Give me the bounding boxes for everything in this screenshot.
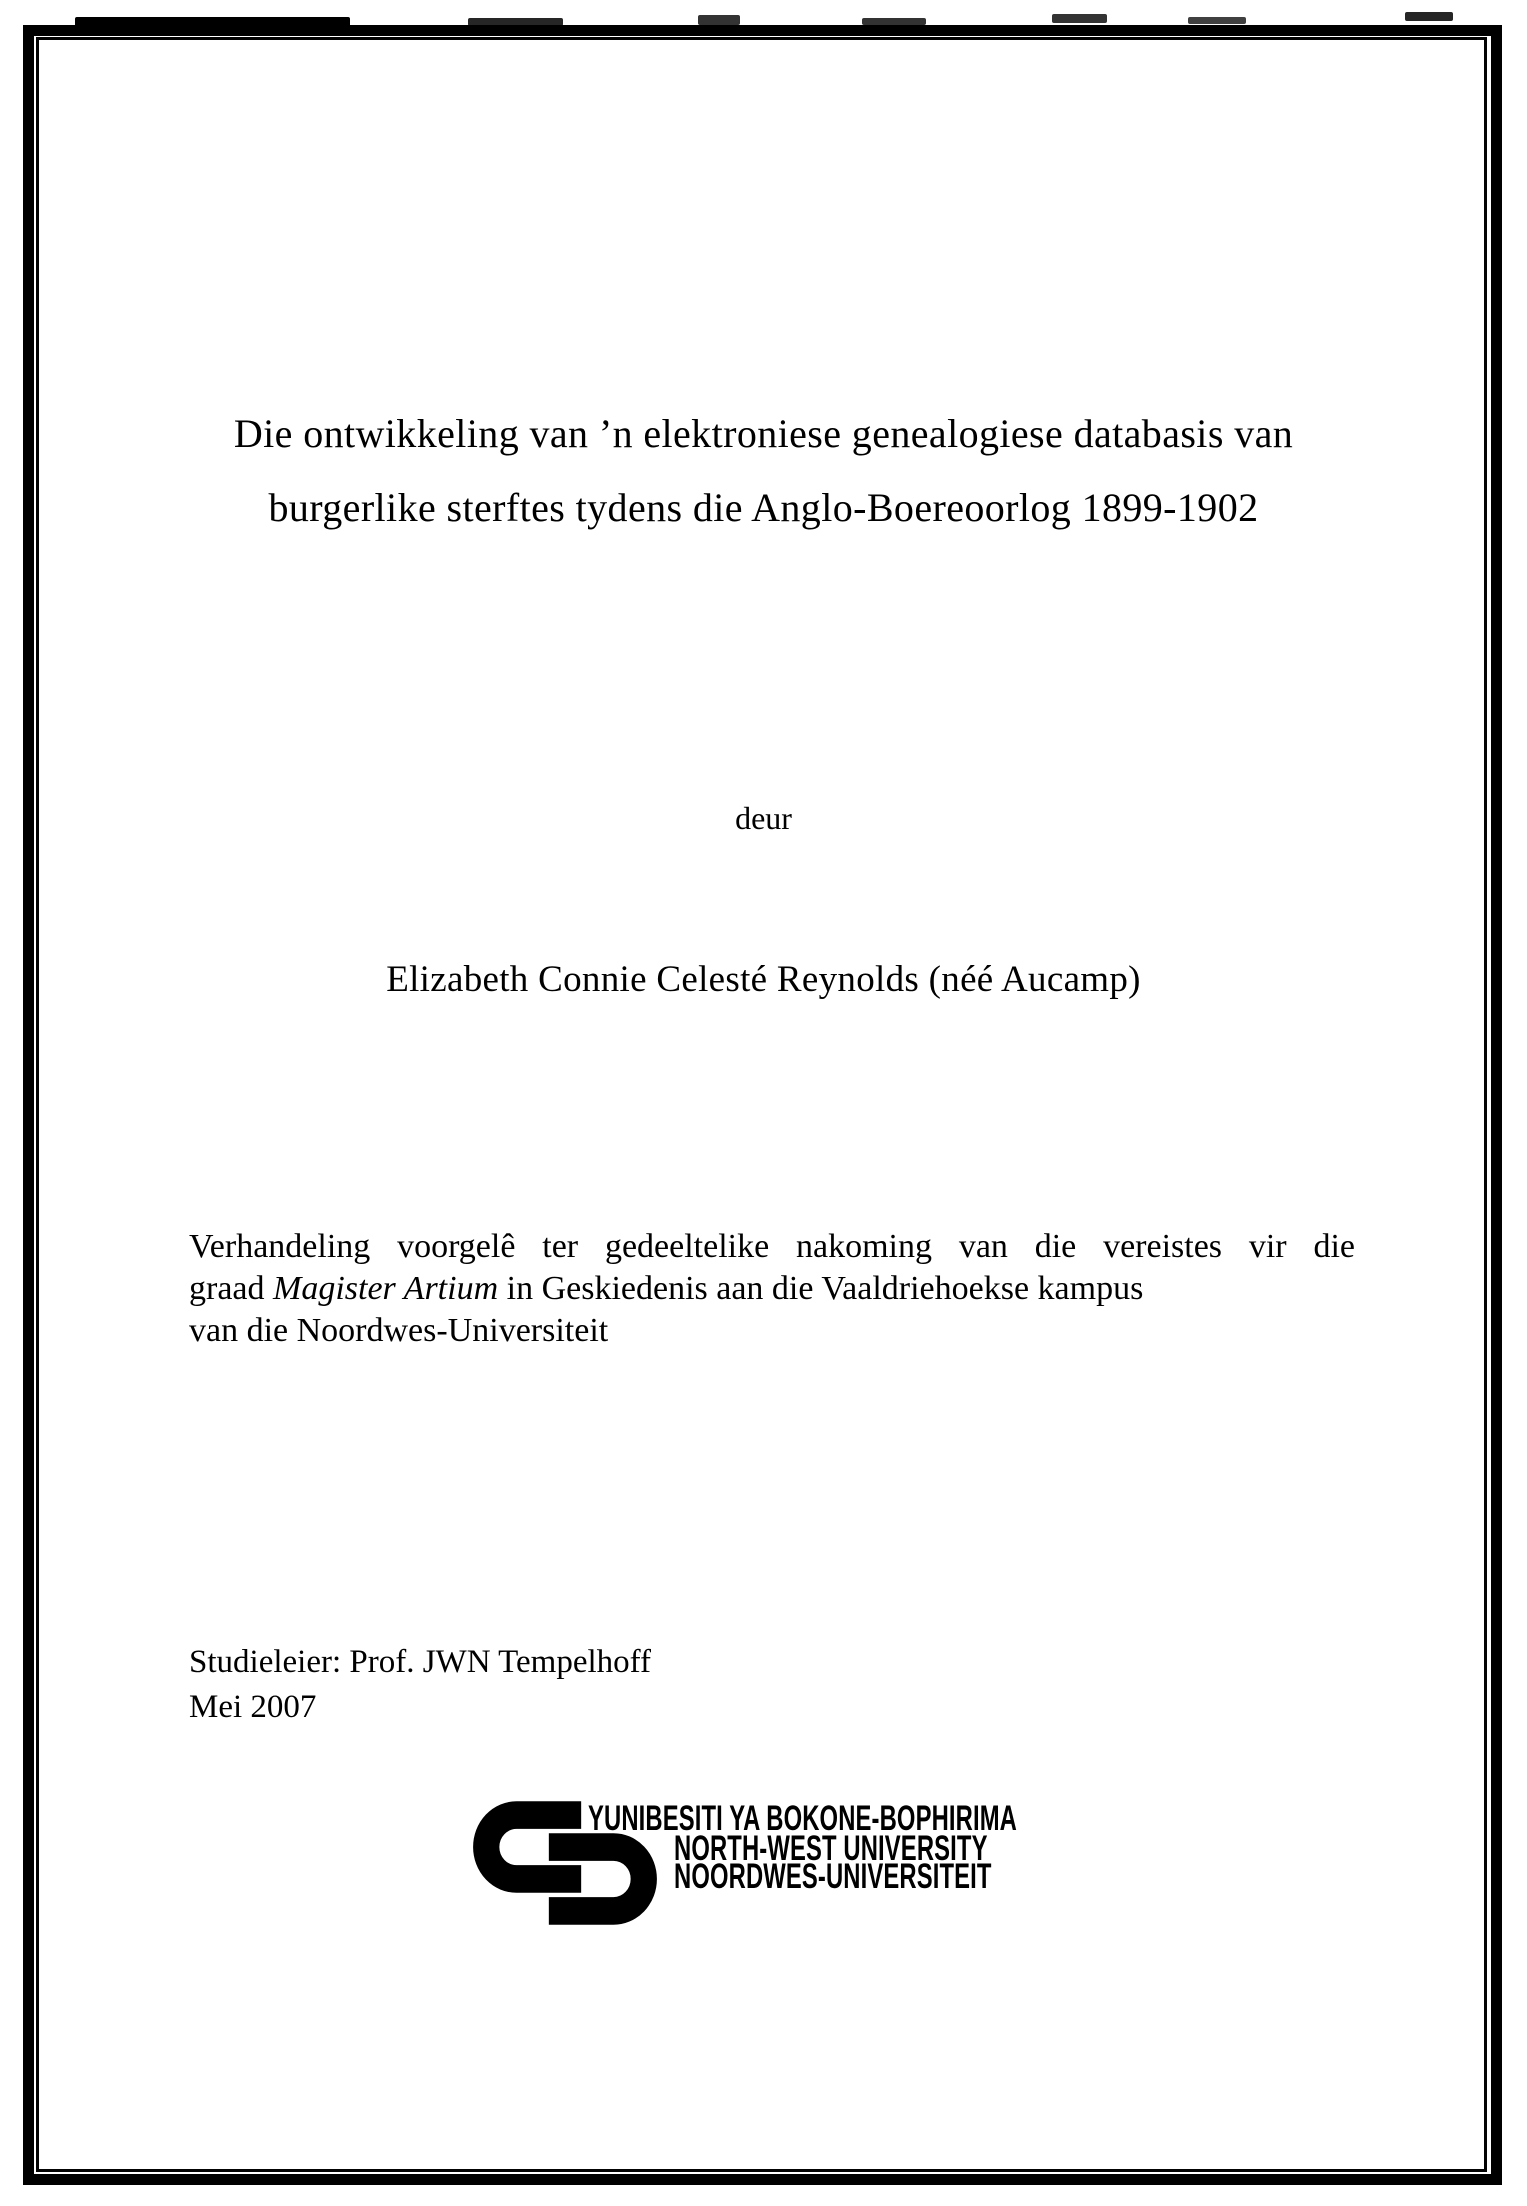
statement-line1: Verhandeling voorgelê ter gedeeltelike nakoming van die vereistes vir die xyxy=(189,1228,1355,1265)
supervisor-block xyxy=(189,1640,651,1730)
author-name: Elizabeth Connie Celesté Reynolds (néé Aucamp) xyxy=(386,959,1141,1000)
logo-text-setswana: YUNIBESITI YA BOKONE-BOPHIRIMA xyxy=(588,1799,1018,1838)
scan-artifact xyxy=(1052,14,1107,23)
thesis-title-line1: Die ontwikkeling van ’n elektroniese genealogiese databasis van xyxy=(233,411,1294,456)
date-line: Mei 2007 xyxy=(189,1689,317,1725)
thesis-title-line2: burgerlike sterftes tydens die Anglo-Boereoorlog 1899-1902 xyxy=(268,485,1259,530)
byline: deur xyxy=(735,800,792,836)
statement-line2-post: in Geskiedenis aan die Vaaldriehoekse kampus xyxy=(498,1270,1144,1307)
scan-artifact xyxy=(698,15,740,25)
scan-artifact xyxy=(862,18,926,25)
logo-text-afrikaans: NOORDWES-UNIVERSITEIT xyxy=(674,1857,992,1896)
thesis-title xyxy=(95,397,1432,545)
logo-text-english: NORTH-WEST UNIVERSITY xyxy=(674,1829,988,1868)
degree-name: Magister Artium xyxy=(273,1270,499,1307)
supervisor-line: Studieleier: Prof. JWN Tempelhoff xyxy=(189,1644,652,1680)
scan-artifact xyxy=(1188,17,1246,24)
statement-line2-pre: graad xyxy=(189,1270,274,1307)
thesis-statement xyxy=(189,1226,1355,1352)
scan-artifact xyxy=(1405,12,1453,21)
statement-line2 xyxy=(189,1268,1355,1310)
statement-line3: van die Noordwes-Universiteit xyxy=(189,1312,609,1349)
